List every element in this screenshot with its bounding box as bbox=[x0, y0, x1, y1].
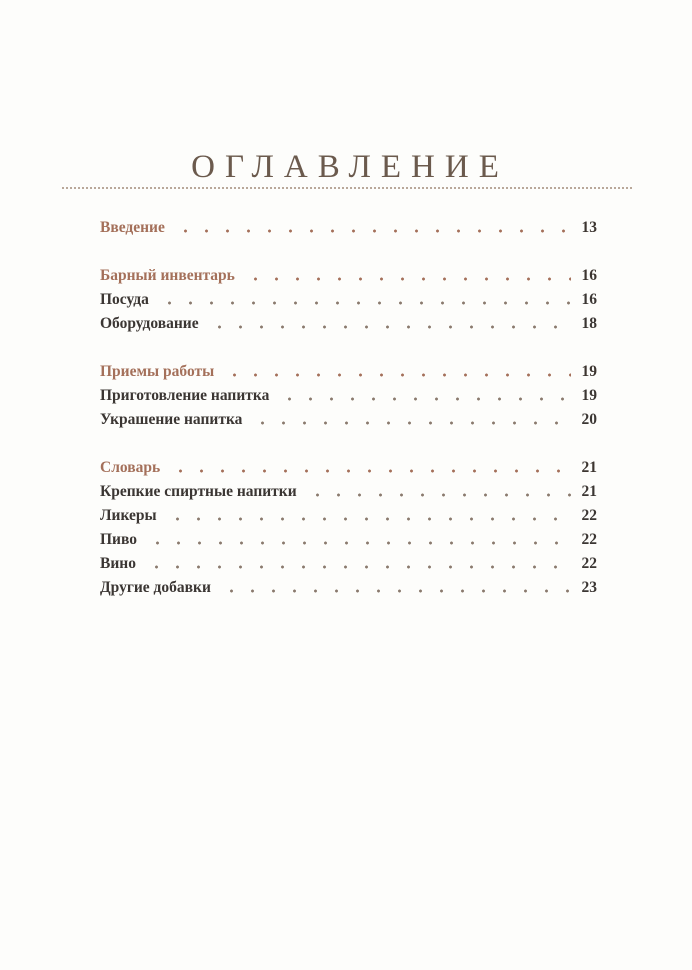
toc-entry-label: Словарь bbox=[100, 459, 161, 476]
toc-entry-label: Другие добавки bbox=[100, 579, 211, 596]
toc-entry-techniques[interactable] bbox=[100, 363, 597, 387]
dot-leader bbox=[170, 466, 571, 476]
toc-entry-page: 23 bbox=[581, 579, 597, 596]
toc-entry-label: Барный инвентарь bbox=[100, 267, 235, 284]
toc-entry-page: 16 bbox=[581, 267, 597, 284]
toc-entry-other-additives[interactable] bbox=[100, 579, 597, 603]
toc-entry-label: Посуда bbox=[100, 291, 149, 308]
dot-leader bbox=[224, 370, 571, 380]
toc-entry-liqueurs[interactable] bbox=[100, 507, 597, 531]
toc-entry-page: 13 bbox=[581, 219, 597, 236]
toc-entry-glossary[interactable] bbox=[100, 459, 597, 483]
toc-entry-introduction[interactable] bbox=[100, 219, 597, 243]
toc-entry-beer[interactable] bbox=[100, 531, 597, 555]
dot-leader bbox=[221, 586, 571, 596]
toc-entry-page: 21 bbox=[581, 459, 597, 476]
dot-leader bbox=[307, 490, 571, 500]
toc-entry-spirits[interactable] bbox=[100, 483, 597, 507]
dot-leader bbox=[146, 562, 571, 572]
toc-entry-page: 22 bbox=[581, 555, 597, 572]
toc-entry-page: 16 bbox=[581, 291, 597, 308]
toc-entry-page: 22 bbox=[581, 531, 597, 548]
toc-entry-page: 20 bbox=[581, 411, 597, 428]
toc-entry-page: 18 bbox=[581, 315, 597, 332]
dot-leader bbox=[252, 418, 571, 428]
dot-leader bbox=[245, 274, 571, 284]
toc-entry-page: 19 bbox=[581, 363, 597, 380]
toc-entry-label: Пиво bbox=[100, 531, 138, 548]
toc-entry-label: Украшение напитка bbox=[100, 411, 243, 428]
toc-entry-label: Ликеры bbox=[100, 507, 157, 524]
toc-entry-label: Приемы работы bbox=[100, 363, 215, 380]
toc-entry-drink-preparation[interactable] bbox=[100, 387, 597, 411]
toc-entry-bar-inventory[interactable] bbox=[100, 267, 597, 291]
toc-entry-label: Крепкие спиртные напитки bbox=[100, 483, 297, 500]
dot-leader bbox=[159, 298, 571, 308]
toc-entry-page: 22 bbox=[581, 507, 597, 524]
toc-entry-label: Приготовление напитка bbox=[100, 387, 270, 404]
toc-entry-wine[interactable] bbox=[100, 555, 597, 579]
toc-entry-glassware[interactable] bbox=[100, 291, 597, 315]
toc-entry-page: 21 bbox=[581, 483, 597, 500]
dot-leader bbox=[209, 322, 571, 332]
page-title: ОГЛАВЛЕНИЕ bbox=[191, 149, 509, 186]
dot-leader bbox=[279, 394, 571, 404]
toc-entry-page: 19 bbox=[581, 387, 597, 404]
toc-entry-equipment[interactable] bbox=[100, 315, 597, 339]
dot-leader bbox=[167, 514, 571, 524]
toc-entry-drink-garnish[interactable] bbox=[100, 411, 597, 435]
toc-entry-label: Введение bbox=[100, 219, 165, 236]
title-dotted-rule bbox=[62, 187, 632, 189]
toc-entry-label: Вино bbox=[100, 555, 136, 572]
toc-entry-label: Оборудование bbox=[100, 315, 199, 332]
dot-leader bbox=[147, 538, 571, 548]
dot-leader bbox=[175, 226, 571, 236]
